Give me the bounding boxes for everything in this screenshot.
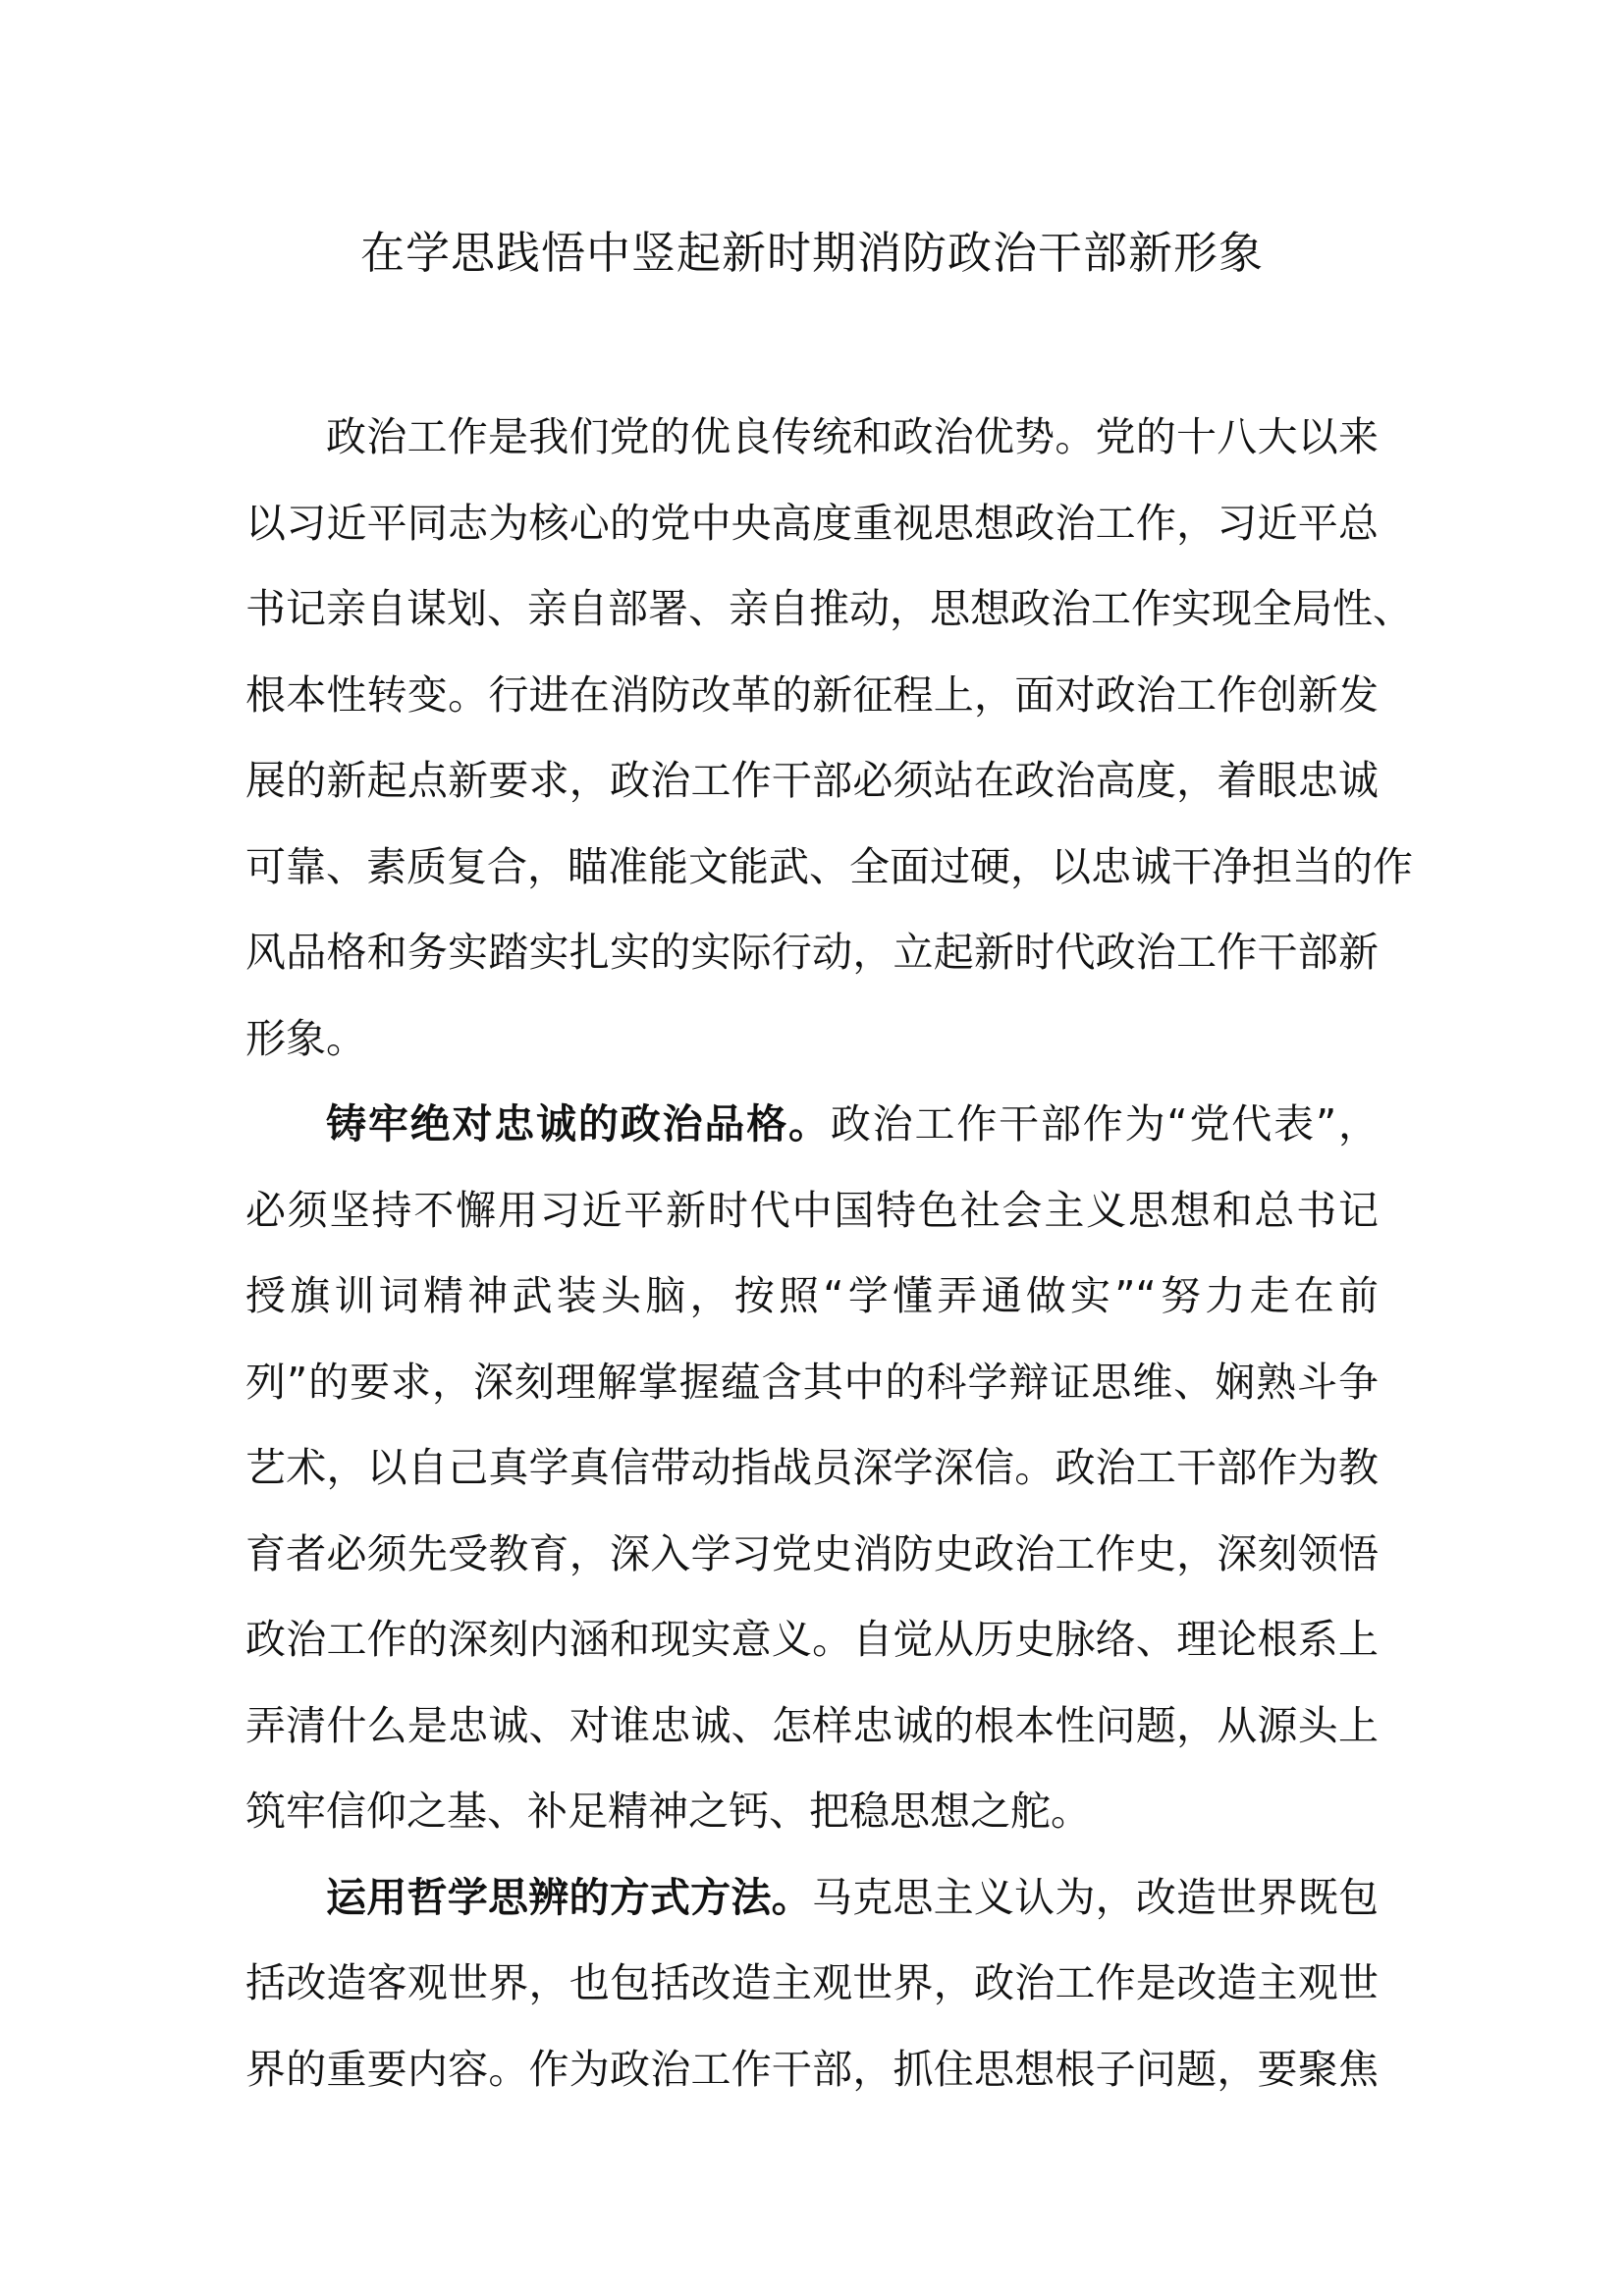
- document-body: [245, 395, 1413, 2112]
- text-line: 列”的要求，深刻理解掌握蕴含其中的科学辩证思维、娴熟斗争: [245, 1358, 1379, 1406]
- section-heading: 铸牢绝对忠诚的政治品格。: [326, 1100, 831, 1148]
- text-line: 界的重要内容。作为政治工作干部，抓住思想根子问题，要聚焦: [245, 2045, 1379, 2093]
- text-line: 艺术，以自己真学真信带动指战员深学深信。政治工干部作为教: [245, 1444, 1379, 1491]
- section-heading: 运用哲学思辨的方式方法。: [326, 1873, 812, 1921]
- text-line: 根本性转变。行进在消防改革的新征程上，面对政治工作创新发: [245, 670, 1379, 719]
- text-line: 以习近平同志为核心的党中央高度重视思想政治工作，习近平总: [245, 499, 1379, 547]
- text-line-with-heading: [245, 1855, 1379, 1942]
- text-line: 形象。: [245, 1014, 366, 1062]
- text-line: 必须坚持不懈用习近平新时代中国特色社会主义思想和总书记: [245, 1186, 1379, 1234]
- text-line: 政治工作的深刻内涵和现实意义。自觉从历史脉络、理论根系上: [245, 1616, 1379, 1663]
- text-line: 展的新起点新要求，政治工作干部必须站在政治高度，着眼忠诚: [245, 757, 1379, 804]
- paragraph-philosophy: [245, 1855, 1379, 2113]
- text-line: 风品格和务实踏实扎实的实际行动，立起新时代政治工作干部新: [245, 929, 1379, 976]
- text-line: 筑牢信仰之基、补足精神之钙、把稳思想之舵。: [245, 1788, 1091, 1835]
- text-line: 育者必须先受教育，深入学习党史消防史政治工作史，深刻领悟: [245, 1529, 1379, 1577]
- text-line: 可靠、素质复合，瞄准能文能武、全面过硬，以忠诚干净担当的作: [245, 842, 1413, 890]
- text-line: 括改造客观世界，也包括改造主观世界，政治工作是改造主观世: [245, 1959, 1379, 2006]
- text-line-with-heading: [245, 1082, 1379, 1168]
- text-line-rest: 政治工作干部作为“党代表”，: [830, 1100, 1380, 1148]
- text-line: 授旗训词精神武装头脑，按照“学懂弄通做实”“努力走在前: [245, 1272, 1379, 1319]
- paragraph-intro: [245, 395, 1413, 1082]
- text-line: 书记亲自谋划、亲自部署、亲自推动，思想政治工作实现全局性、: [245, 585, 1413, 632]
- paragraph-loyalty: [245, 1082, 1379, 1855]
- text-line: 弄清什么是忠诚、对谁忠诚、怎样忠诚的根本性问题，从源头上: [245, 1701, 1379, 1749]
- text-line: 政治工作是我们党的优良传统和政治优势。党的十八大以来: [326, 413, 1379, 460]
- text-line-rest: 马克思主义认为，改造世界既包: [811, 1873, 1380, 1921]
- document-title: 在学思践悟中竖起新时期消防政治干部新形象: [359, 227, 1264, 279]
